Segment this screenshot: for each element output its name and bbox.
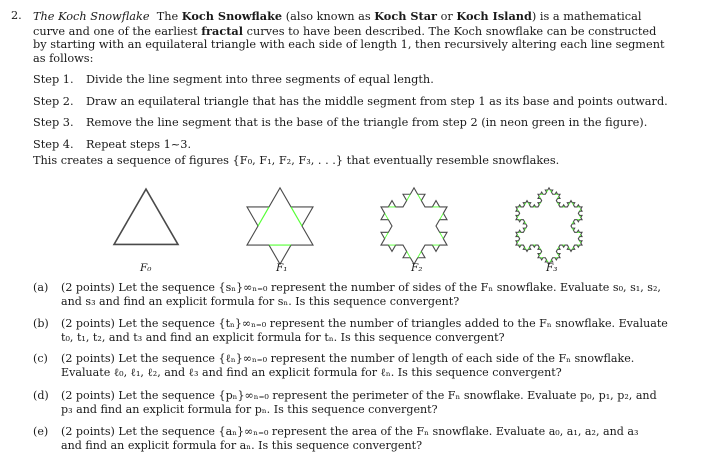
koch-snowflake-3 bbox=[516, 188, 582, 264]
koch-snowflake-0 bbox=[114, 189, 178, 244]
removed-segment bbox=[258, 207, 269, 226]
step-label: Step 4. bbox=[33, 138, 74, 151]
question-line-1: (2 points) Let the sequence {pₙ}∞ₙ₌₀ represent the perimeter of the Fₙ snowflake. Evaluate p₀, p₁, p₂, and bbox=[61, 389, 657, 402]
sequence-sentence: This creates a sequence of figures {F₀, F₁, F₂, F₃, . . .} that eventually resemble snowflakes. bbox=[33, 154, 560, 167]
question-tag: (d) bbox=[33, 389, 49, 402]
removed-segment bbox=[418, 251, 422, 257]
step-text: Remove the line segment that is the base of the triangle from step 2 (in neon green in the figure). bbox=[86, 116, 648, 129]
question-line-1: (2 points) Let the sequence {sₙ}∞ₙ₌₀ represent the number of sides of the Fₙ snowflake. Evaluate s₀, s₁, s₂, bbox=[61, 281, 661, 294]
intro-text: ) is a mathematical bbox=[531, 10, 642, 23]
koch-snowflake-2 bbox=[381, 188, 447, 264]
term-koch-snowflake: Koch Snowflake bbox=[181, 9, 283, 23]
question-line-2: Evaluate ℓ₀, ℓ₁, ℓ₂, and ℓ₃ and find an explicit formula for ℓₙ. Is this sequence convergent? bbox=[61, 366, 562, 379]
term-fractal: fractal bbox=[201, 24, 244, 38]
intro-text: or bbox=[437, 10, 457, 23]
step-label: Step 1. bbox=[33, 73, 74, 86]
removed-segment bbox=[407, 251, 411, 257]
intro-text: curves to have been described. The Koch snowflake can be constructed bbox=[243, 25, 657, 38]
problem-title: The Koch Snowflake bbox=[33, 10, 150, 23]
question-tag: (b) bbox=[33, 317, 49, 330]
figure-label-f0: F₀ bbox=[140, 262, 152, 274]
removed-segment bbox=[407, 194, 411, 200]
intro-line-4: as follows: bbox=[33, 52, 94, 65]
question-tag: (a) bbox=[33, 281, 49, 294]
step-text: Repeat steps 1~3. bbox=[86, 138, 192, 151]
question-line-1: (2 points) Let the sequence {ℓₙ}∞ₙ₌₀ represent the number of length of each side of the Fₙ snowflake. bbox=[61, 352, 635, 365]
intro-text: The bbox=[156, 10, 182, 23]
step-2 bbox=[33, 95, 668, 109]
question-line-2: and find an explicit formula for aₙ. Is this sequence convergent? bbox=[61, 439, 423, 452]
question-line-2: and s₃ and find an explicit formula for sₙ. Is this sequence convergent? bbox=[61, 295, 460, 308]
step-4 bbox=[33, 138, 191, 152]
question-a bbox=[33, 281, 661, 309]
question-tag: (c) bbox=[33, 352, 48, 365]
intro-line-1 bbox=[33, 9, 641, 24]
step-3 bbox=[33, 116, 647, 130]
question-d bbox=[33, 389, 657, 417]
removed-segment bbox=[291, 207, 302, 226]
question-line-2: p₃ and find an explicit formula for pₙ. Is this sequence convergent? bbox=[61, 403, 438, 416]
question-e bbox=[33, 425, 639, 453]
intro-text: curve and one of the earliest bbox=[33, 25, 202, 38]
step-1 bbox=[33, 73, 434, 87]
figure-label-f1: F₁ bbox=[276, 262, 288, 274]
question-line-2: t₀, t₁, t₂, and t₃ and find an explicit formula for tₙ. Is this sequence convergent? bbox=[61, 331, 505, 344]
question-tag: (e) bbox=[33, 425, 49, 438]
step-text: Draw an equilateral triangle that has the middle segment from step 1 as its base and points outward. bbox=[86, 95, 668, 108]
term-koch-island: Koch Island bbox=[456, 9, 532, 23]
step-text: Divide the line segment into three segments of equal length. bbox=[86, 73, 434, 86]
koch-figures bbox=[0, 168, 704, 280]
step-label: Step 2. bbox=[33, 95, 74, 108]
intro-line-3: by starting with an equilateral triangle with each side of length 1, then recursively altering each line segment bbox=[33, 38, 665, 51]
removed-segment bbox=[385, 232, 389, 238]
removed-segment bbox=[418, 194, 422, 200]
question-b bbox=[33, 317, 668, 345]
intro-text: (also known as bbox=[282, 10, 375, 23]
term-koch-star: Koch Star bbox=[374, 9, 438, 23]
koch-snowflake-1 bbox=[247, 188, 313, 264]
figure-label-f2: F₂ bbox=[411, 262, 423, 274]
removed-segment bbox=[440, 232, 444, 238]
figure-label-f3: F₃ bbox=[546, 262, 558, 274]
removed-segment bbox=[440, 213, 444, 219]
question-c bbox=[33, 352, 634, 380]
removed-segment bbox=[385, 213, 389, 219]
question-line-1: (2 points) Let the sequence {tₙ}∞ₙ₌₀ represent the number of triangles added to the Fₙ snowflake. Evaluate bbox=[61, 317, 668, 330]
problem-number: 2. bbox=[11, 9, 22, 22]
intro-line-2 bbox=[33, 24, 656, 39]
question-line-1: (2 points) Let the sequence {aₙ}∞ₙ₌₀ represent the area of the Fₙ snowflake. Evaluate a₀, a₁, a₂, and a₃ bbox=[61, 425, 639, 438]
step-label: Step 3. bbox=[33, 116, 74, 129]
